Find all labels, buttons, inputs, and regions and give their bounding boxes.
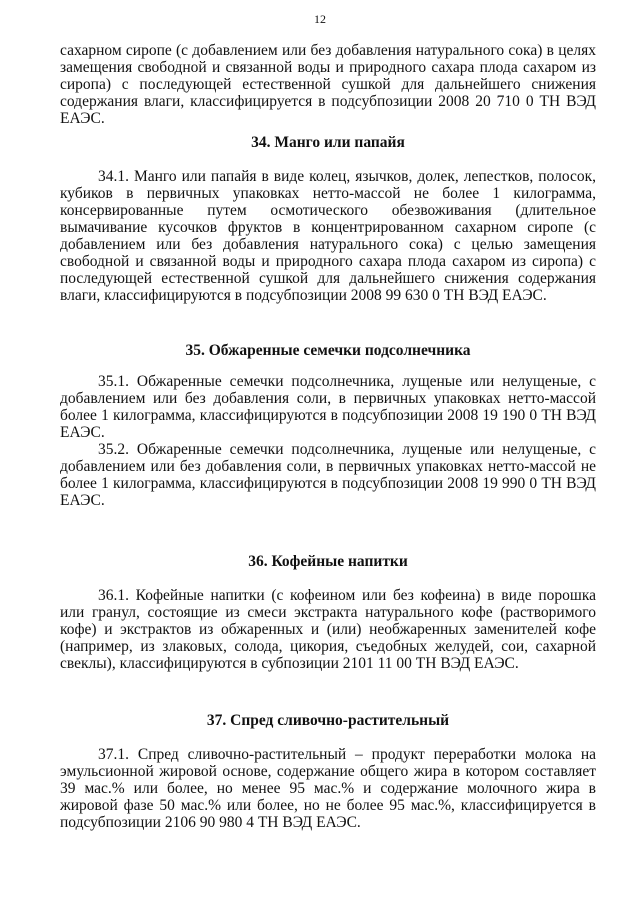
section-heading-34: 34. Манго или папайя <box>251 134 405 151</box>
paragraph-34-1: 34.1. Манго или папайя в виде колец, язычков, долек, лепестков, полосок, кубиков в первичных упаковках нетто-массой не более 1 килограмма, консервированные путем осмотического обезвоживания (длительное вымачивание кусочков фруктов в концентрированном сахарном сиропе (с добавлением или без добавления натурального сока) с целью замещения свободной и связанной воды и природного сахара плода сахаром из сиропа) с последующей естественной сушкой для дальнейшего снижения содержания влаги, классифицируются в подсубпозиции 2008 99 630 0 ТН ВЭД ЕАЭС. <box>60 168 596 304</box>
paragraph-35-2: 35.2. Обжаренные семечки подсолнечника, лущеные или нелущеные, с добавлением или без добавления соли, в первичных упаковках нетто-массой не более 1 килограмма, классифицируются в подсубпозиции 2008 19 990 0 ТН ВЭД ЕАЭС. <box>60 441 596 509</box>
paragraph-35-1: 35.1. Обжаренные семечки подсолнечника, лущеные или нелущеные, с добавлением или без добавления соли, в первичных упаковках нетто-массой более 1 килограмма, классифицируются в подсубпозиции 2008 19 190 0 ТН ВЭД ЕАЭС. <box>60 373 596 441</box>
paragraph-36-1: 36.1. Кофейные напитки (с кофеином или без кофеина) в виде порошка или гранул, состоящие из смеси экстракта натурального кофе (растворимого кофе) и экстрактов из обжаренных и (или) необжаренных заменителей кофе (например, из злаковых, солода, цикория, съедобных желудей, сои, сахарной свеклы), классифицируются в субпозиции 2101 11 00 ТН ВЭД ЕАЭС. <box>60 587 596 672</box>
section-heading-37: 37. Спред сливочно-растительный <box>206 712 450 729</box>
intro-paragraph: сахарном сиропе (с добавлением или без добавления натурального сока) в целях замещения свободной и связанной воды и природного сахара плода сахаром из сиропа) с последующей естественной сушкой для дальнейшего снижения содержания влаги, классифицируется в подсубпозиции 2008 20 710 0 ТН ВЭД ЕАЭС. <box>60 42 596 127</box>
paragraph-37-1: 37.1. Спред сливочно-растительный – продукт переработки молока на эмульсионной жировой основе, содержание общего жира в котором составляет 39 мас.% или более, но менее 95 мас.% и содержание молочного жира в жировой фазе 50 мас.% или более, но не более 95 мас.%, классифицируется в подсубпозиции 2106 90 980 4 ТН ВЭД ЕАЭС. <box>60 746 596 831</box>
section-heading-35: 35. Обжаренные семечки подсолнечника <box>185 342 471 359</box>
page-number: 12 <box>314 12 326 26</box>
section-heading-36: 36. Кофейные напитки <box>248 553 408 570</box>
